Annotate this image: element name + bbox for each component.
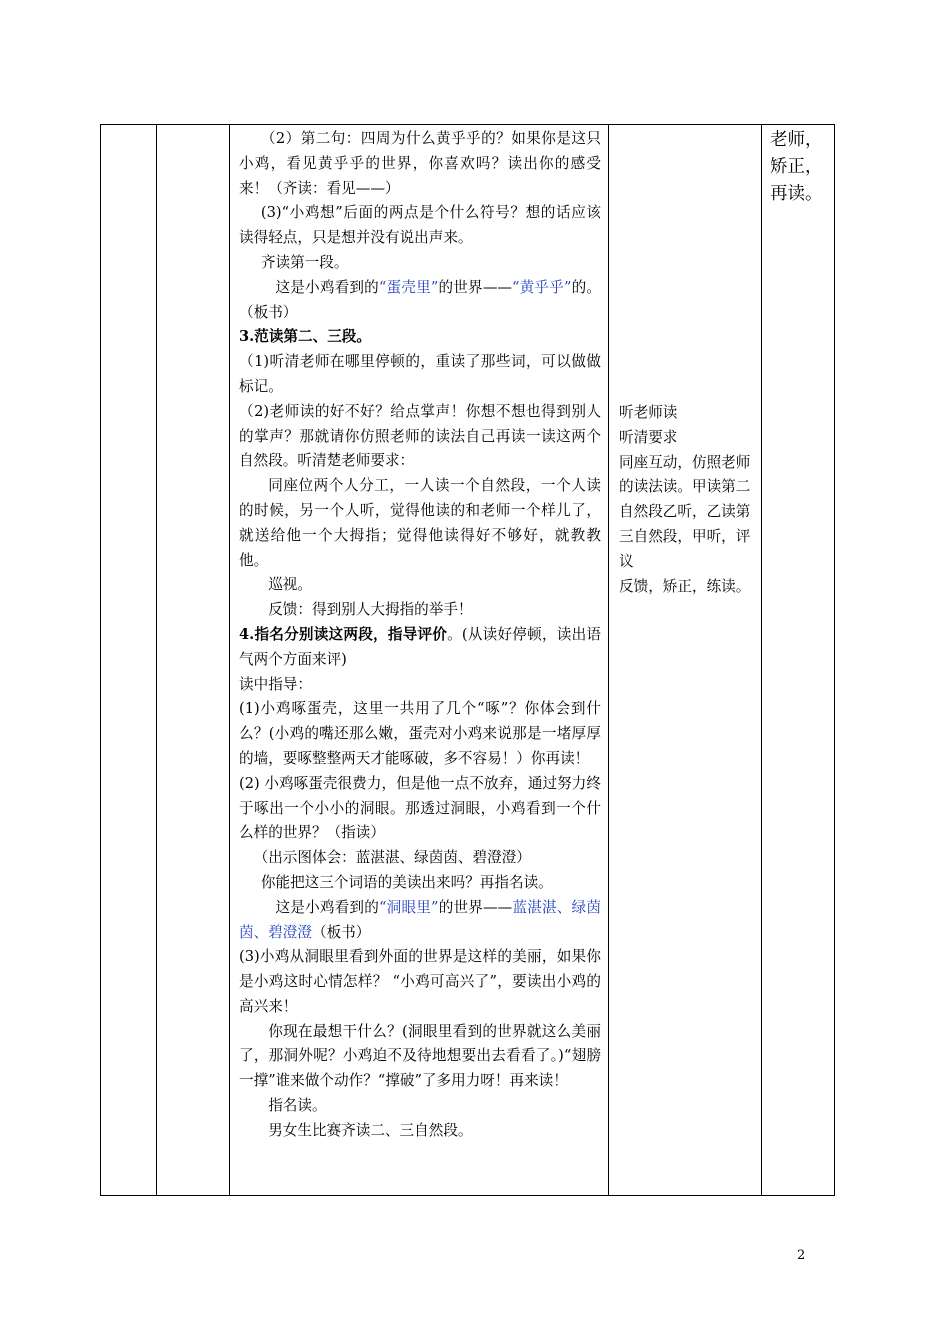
student-activity-cell	[609, 125, 762, 1196]
paragraph: 男女生比赛齐读二、三自然段。	[268, 1121, 473, 1139]
activity-line: 反馈，矫正，练读。	[619, 577, 751, 595]
lesson-plan-table	[100, 124, 835, 1196]
text-run: 这是小鸡看到的	[275, 898, 380, 916]
text-run: 的世界——	[438, 278, 513, 296]
paragraph: 巡视。	[268, 576, 312, 594]
blackboard-term: “蛋壳里”	[378, 278, 439, 296]
note-text: 老师，矫正，再读。	[770, 130, 823, 204]
page-number: 2	[797, 1248, 806, 1263]
heading-bold-text: 4.指名分别读这两段，指导评价	[239, 625, 448, 643]
paragraph: 反馈：得到别人大拇指的举手！	[268, 601, 473, 619]
empty-cell-1	[101, 125, 157, 1196]
paragraph	[239, 276, 601, 326]
activity-line: 听清要求	[619, 428, 678, 446]
heading-rest-text: 。(从读好停顿，读出语气两个方面来评)	[239, 625, 601, 668]
design-note-cell	[762, 125, 835, 1196]
paragraph: 读中指导：	[239, 675, 312, 693]
blackboard-term: “洞眼里”	[379, 898, 439, 916]
paragraph: （2）第二句：四周为什么黄乎乎的？如果你是这只小鸡，看见黄乎乎的世界，你喜欢吗？读出你的感受来！（齐读：看见——）	[239, 130, 601, 197]
teaching-process-cell	[230, 125, 609, 1196]
blackboard-term: “黄乎乎”	[512, 278, 572, 296]
paragraph: (2) 小鸡啄蛋壳很费力，但是他一点不放弃，通过努力终于啄出一个小小的洞眼。那透过洞眼，小鸡看到一个什么样的世界？（指读）	[239, 774, 601, 842]
section-heading	[239, 623, 601, 673]
paragraph: （出示图体会：蓝湛湛、绿茵茵、碧澄澄）	[253, 849, 531, 867]
paragraph: 同座位两个人分工，一人读一个自然段，一个人读的时候，另一个人听，觉得他读的和老师一个样儿了，就送给他一个大拇指；觉得他读得好不够好，就教教他。	[239, 477, 601, 569]
paragraph: 你能把这三个词语的美读出来吗？再指名读。	[260, 873, 553, 891]
activity-line: 同座互动，仿照老师的读法读。甲读第二自然段乙听，乙读第三自然段，甲听，评议	[619, 453, 751, 570]
paragraph: 指名读。	[268, 1097, 327, 1115]
paragraph: (1)小鸡啄蛋壳，这里一共用了几个“啄”？你体会到什么？(小鸡的嘴还那么嫩，蛋壳对小鸡来说那是一堵厚厚的墙，要啄整整两天才能啄破，多不容易！）你再读！	[239, 700, 601, 767]
text-run: 的。（板书）	[239, 278, 601, 321]
paragraph	[239, 896, 601, 946]
activity-line: 听老师读	[619, 404, 678, 421]
blackboard-term: 蓝湛湛、绿茵茵、碧澄澄	[239, 898, 601, 941]
paragraph: （2)老师读的好不好？给点掌声！你想不想也得到别人的掌声？那就请你仿照老师的读法自己再读一读这两个自然段。听清楚老师要求：	[239, 402, 601, 470]
paragraph: (3)“小鸡想”后面的两点是个什么符号？想的话应该读得轻点，只是想并没有说出声来。	[239, 204, 601, 247]
paragraph: 齐读第一段。	[260, 253, 349, 271]
section-heading: 3.范读第二、三段。	[239, 328, 371, 346]
paragraph: 你现在最想干什么？(洞眼里看到的世界就这么美丽了，那洞外呢？小鸡迫不及待地想要出去看看了。)“翅膀一撑”谁来做个动作？“撑破”了多用力呀！再来读！	[239, 1022, 601, 1090]
paragraph: （1)听清老师在哪里停顿的，重读了那些词，可以做做标记。	[239, 353, 601, 395]
empty-cell-2	[157, 125, 230, 1196]
text-run: 的世界——	[438, 898, 513, 916]
table-row	[101, 125, 835, 1196]
text-run: 这是小鸡看到的	[275, 278, 379, 296]
paragraph: (3)小鸡从洞眼里看到外面的世界是这样的美丽，如果你是小鸡这时心情怎样？ “小鸡可高兴了”，要读出小鸡的高兴来！	[239, 948, 601, 1015]
text-run: （板书）	[311, 923, 371, 941]
